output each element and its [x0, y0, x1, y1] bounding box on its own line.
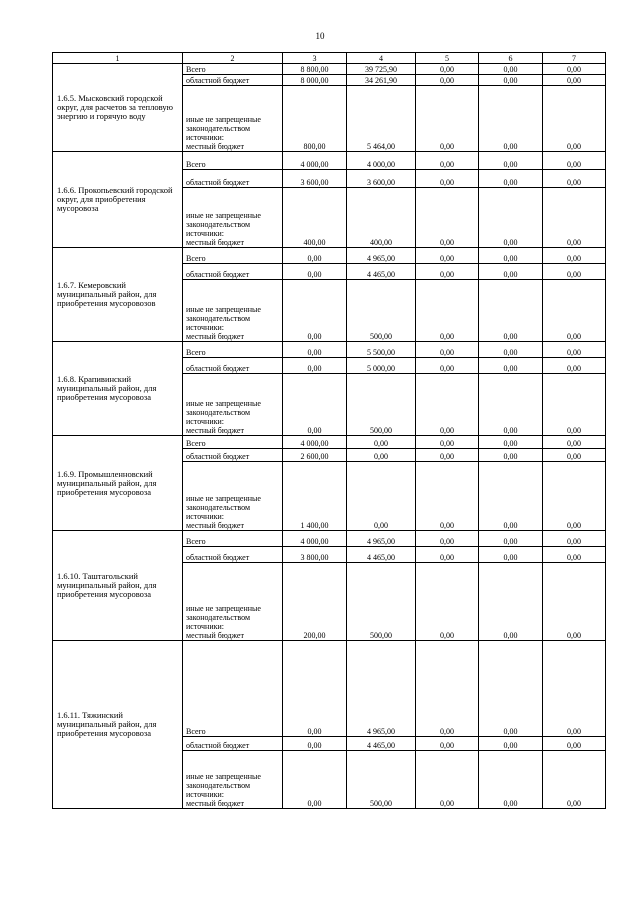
value-cell: 4 465,00 — [347, 737, 416, 751]
value-cell: 0,00 — [416, 462, 479, 531]
value-cell: 0,00 — [347, 436, 416, 449]
value-cell: 0,00 — [416, 64, 479, 75]
source-local-label: местный бюджет — [186, 142, 244, 151]
header-cell: 5 — [416, 53, 479, 64]
value-cell: 0,00 — [543, 751, 606, 809]
source-other-label: иные не запрещенные законодательством источники: — [186, 399, 261, 426]
value-cell: 0,00 — [416, 547, 479, 563]
value-cell: 0,00 — [543, 358, 606, 374]
header-cell: 1 — [53, 53, 183, 64]
value-cell: 4 465,00 — [347, 264, 416, 280]
value-cell: 5 464,00 — [347, 86, 416, 152]
value-cell: 0,00 — [283, 264, 347, 280]
source-other-local — [183, 374, 283, 436]
value-cell: 0,00 — [416, 436, 479, 449]
value-cell: 0,00 — [543, 86, 606, 152]
value-cell: 5 000,00 — [347, 358, 416, 374]
value-cell: 3 600,00 — [283, 170, 347, 188]
value-cell: 0,00 — [416, 280, 479, 342]
table-row — [53, 64, 606, 75]
value-cell: 500,00 — [347, 751, 416, 809]
value-cell: 0,00 — [543, 188, 606, 248]
value-cell: 0,00 — [543, 342, 606, 358]
value-cell: 400,00 — [283, 188, 347, 248]
value-cell: 0,00 — [347, 462, 416, 531]
value-cell: 4 465,00 — [347, 547, 416, 563]
value-cell: 0,00 — [479, 75, 543, 86]
source-other-local — [183, 462, 283, 531]
source-total-label: Всего — [183, 531, 283, 547]
value-cell: 0,00 — [283, 248, 347, 264]
value-cell: 0,00 — [543, 280, 606, 342]
value-cell: 3 600,00 — [347, 170, 416, 188]
value-cell: 8 000,00 — [283, 75, 347, 86]
value-cell: 0,00 — [283, 342, 347, 358]
program-title: 1.6.10. Таштагольский муниципальный район, для приобретения мусоровоза — [53, 531, 183, 641]
value-cell: 0,00 — [479, 342, 543, 358]
source-regional-label: областной бюджет — [183, 547, 283, 563]
source-regional-label: областной бюджет — [183, 358, 283, 374]
budget-table — [52, 52, 606, 809]
table-row — [53, 531, 606, 547]
value-cell: 0,00 — [543, 152, 606, 170]
source-regional-label: областной бюджет — [183, 75, 283, 86]
table-row — [53, 152, 606, 170]
value-cell: 0,00 — [479, 374, 543, 436]
value-cell: 0,00 — [416, 737, 479, 751]
value-cell: 0,00 — [416, 751, 479, 809]
value-cell: 4 000,00 — [283, 531, 347, 547]
value-cell: 0,00 — [416, 342, 479, 358]
value-cell: 0,00 — [543, 436, 606, 449]
value-cell: 0,00 — [543, 462, 606, 531]
header-cell: 2 — [183, 53, 283, 64]
value-cell: 500,00 — [347, 563, 416, 641]
value-cell: 0,00 — [543, 170, 606, 188]
source-other-label: иные не запрещенные законодательством источники: — [186, 305, 261, 332]
value-cell: 0,00 — [283, 737, 347, 751]
value-cell: 0,00 — [479, 737, 543, 751]
program-title: 1.6.5. Мысковский городской округ, для расчетов за тепловую энергию и горячую воду — [53, 64, 183, 152]
value-cell: 0,00 — [543, 547, 606, 563]
table-row — [53, 342, 606, 358]
source-total-label: Всего — [183, 641, 283, 737]
value-cell: 0,00 — [283, 641, 347, 737]
value-cell: 0,00 — [479, 751, 543, 809]
source-other-label: иные не запрещенные законодательством источники: — [186, 211, 261, 238]
value-cell: 0,00 — [416, 188, 479, 248]
source-regional-label: областной бюджет — [183, 737, 283, 751]
header-cell: 4 — [347, 53, 416, 64]
value-cell: 0,00 — [543, 531, 606, 547]
header-cell: 6 — [479, 53, 543, 64]
value-cell: 0,00 — [416, 641, 479, 737]
source-other-label: иные не запрещенные законодательством источники: — [186, 494, 261, 521]
value-cell: 0,00 — [416, 374, 479, 436]
table-body — [53, 53, 606, 809]
source-other-local — [183, 188, 283, 248]
value-cell: 0,00 — [479, 531, 543, 547]
source-other-local — [183, 86, 283, 152]
program-title: 1.6.6. Прокопьевский городской округ, для приобретения мусоровоза — [53, 152, 183, 248]
page-number: 10 — [315, 31, 325, 41]
table-row — [53, 248, 606, 264]
program-title: 1.6.11. Тяжинский муниципальный район, для приобретения мусоровоза — [53, 641, 183, 809]
value-cell: 0,00 — [543, 75, 606, 86]
value-cell: 0,00 — [416, 170, 479, 188]
value-cell: 0,00 — [416, 75, 479, 86]
value-cell: 0,00 — [479, 248, 543, 264]
source-local-label: местный бюджет — [186, 332, 244, 341]
value-cell: 4 000,00 — [347, 152, 416, 170]
value-cell: 0,00 — [416, 563, 479, 641]
value-cell: 8 800,00 — [283, 64, 347, 75]
value-cell: 0,00 — [416, 248, 479, 264]
value-cell: 0,00 — [543, 264, 606, 280]
table-row — [53, 641, 606, 737]
value-cell: 0,00 — [543, 563, 606, 641]
value-cell: 0,00 — [479, 547, 543, 563]
value-cell: 4 965,00 — [347, 248, 416, 264]
value-cell: 0,00 — [347, 449, 416, 462]
header-cell: 3 — [283, 53, 347, 64]
value-cell: 0,00 — [416, 531, 479, 547]
source-other-label: иные не запрещенные законодательством источники: — [186, 604, 261, 631]
value-cell: 0,00 — [479, 86, 543, 152]
value-cell: 0,00 — [283, 358, 347, 374]
value-cell: 500,00 — [347, 280, 416, 342]
value-cell: 2 600,00 — [283, 449, 347, 462]
value-cell: 0,00 — [479, 358, 543, 374]
source-regional-label: областной бюджет — [183, 170, 283, 188]
value-cell: 0,00 — [479, 188, 543, 248]
source-total-label: Всего — [183, 342, 283, 358]
value-cell: 0,00 — [479, 264, 543, 280]
source-regional-label: областной бюджет — [183, 449, 283, 462]
value-cell: 0,00 — [543, 737, 606, 751]
value-cell: 0,00 — [416, 152, 479, 170]
value-cell: 0,00 — [479, 152, 543, 170]
program-title: 1.6.8. Крапивинский муниципальный район, для приобретения мусоровоза — [53, 342, 183, 436]
value-cell: 0,00 — [283, 374, 347, 436]
value-cell: 0,00 — [479, 641, 543, 737]
value-cell: 0,00 — [543, 449, 606, 462]
source-local-label: местный бюджет — [186, 521, 244, 530]
source-local-label: местный бюджет — [186, 631, 244, 640]
source-total-label: Всего — [183, 248, 283, 264]
source-other-local — [183, 751, 283, 809]
value-cell: 3 800,00 — [283, 547, 347, 563]
value-cell: 0,00 — [479, 436, 543, 449]
value-cell: 200,00 — [283, 563, 347, 641]
value-cell: 0,00 — [416, 449, 479, 462]
program-title: 1.6.9. Промышленновский муниципальный район, для приобретения мусоровоза — [53, 436, 183, 531]
table-row — [53, 436, 606, 449]
value-cell: 0,00 — [479, 64, 543, 75]
source-other-label: иные не запрещенные законодательством источники: — [186, 115, 261, 142]
value-cell: 0,00 — [283, 280, 347, 342]
value-cell: 0,00 — [479, 170, 543, 188]
value-cell: 0,00 — [416, 358, 479, 374]
value-cell: 34 261,90 — [347, 75, 416, 86]
program-title: 1.6.7. Кемеровский муниципальный район, для приобретения мусоровозов — [53, 248, 183, 342]
value-cell: 0,00 — [479, 449, 543, 462]
source-other-local — [183, 280, 283, 342]
value-cell: 0,00 — [283, 751, 347, 809]
header-cell: 7 — [543, 53, 606, 64]
value-cell: 0,00 — [543, 64, 606, 75]
source-other-label: иные не запрещенные законодательством источники: — [186, 772, 261, 799]
value-cell: 0,00 — [543, 374, 606, 436]
source-total-label: Всего — [183, 152, 283, 170]
value-cell: 0,00 — [416, 264, 479, 280]
value-cell: 0,00 — [416, 86, 479, 152]
value-cell: 4 965,00 — [347, 641, 416, 737]
source-local-label: местный бюджет — [186, 799, 244, 808]
value-cell: 0,00 — [543, 248, 606, 264]
value-cell: 500,00 — [347, 374, 416, 436]
value-cell: 800,00 — [283, 86, 347, 152]
value-cell: 1 400,00 — [283, 462, 347, 531]
value-cell: 4 965,00 — [347, 531, 416, 547]
source-total-label: Всего — [183, 64, 283, 75]
value-cell: 4 000,00 — [283, 436, 347, 449]
header-row — [53, 53, 606, 64]
source-local-label: местный бюджет — [186, 426, 244, 435]
value-cell: 0,00 — [479, 462, 543, 531]
source-local-label: местный бюджет — [186, 238, 244, 247]
value-cell: 5 500,00 — [347, 342, 416, 358]
value-cell: 39 725,90 — [347, 64, 416, 75]
source-other-local — [183, 563, 283, 641]
value-cell: 0,00 — [479, 563, 543, 641]
value-cell: 0,00 — [479, 280, 543, 342]
value-cell: 4 000,00 — [283, 152, 347, 170]
source-regional-label: областной бюджет — [183, 264, 283, 280]
source-total-label: Всего — [183, 436, 283, 449]
value-cell: 0,00 — [543, 641, 606, 737]
value-cell: 400,00 — [347, 188, 416, 248]
